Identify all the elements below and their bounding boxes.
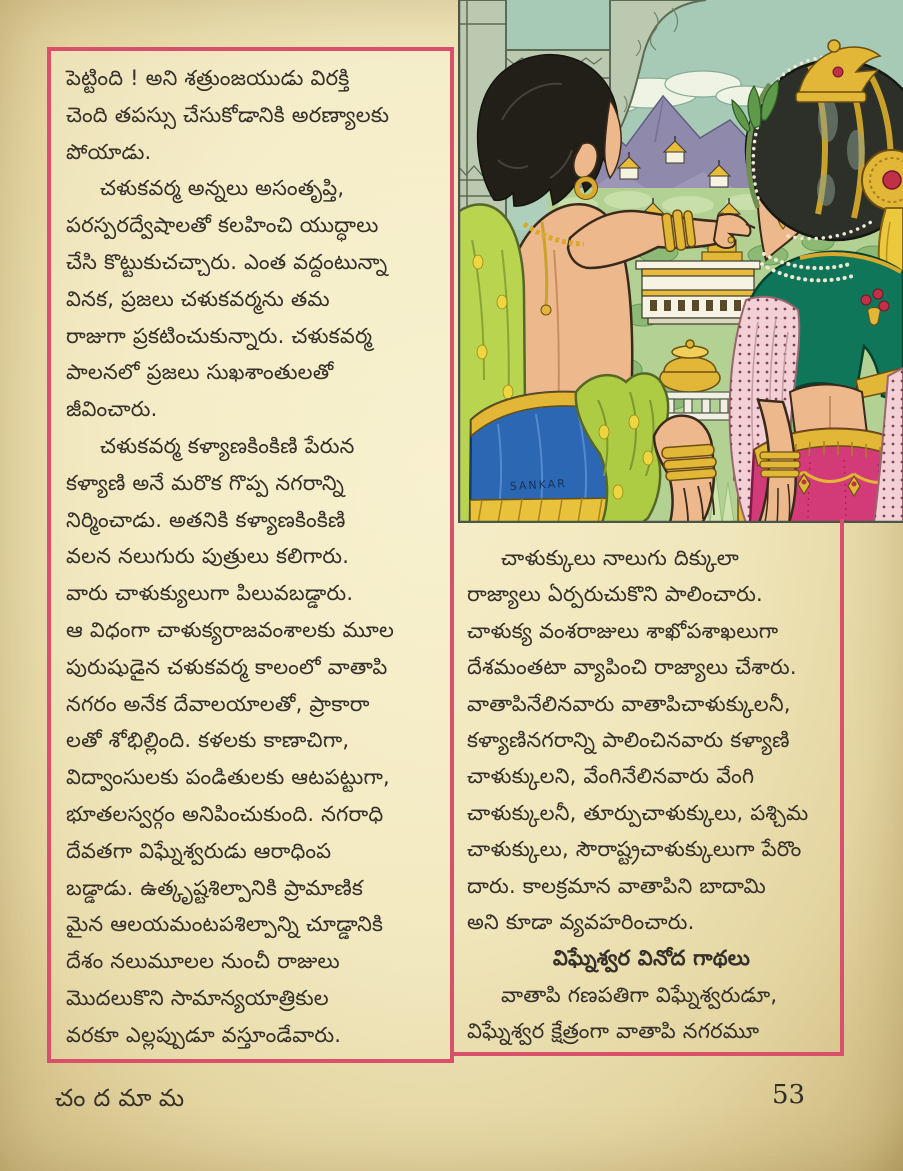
text-line: చాళుక్య వంశరాజులు శాఖోపశాఖలుగా <box>467 618 779 643</box>
text-line: దేశమంతటా వ్యాపించి రాజ్యాలు చేశారు. <box>467 655 797 680</box>
text-line: విఘ్నేశ్వర క్షేత్రంగా వాతాపి నగరమూ <box>467 1019 760 1044</box>
text-line: అని కూడా వ్యవహరించారు. <box>467 910 695 935</box>
text-line: పురుషుడైన చళుకవర్మ కాలంలో వాతాపి <box>66 654 388 679</box>
story-illustration <box>458 0 903 523</box>
text-line: బడ్డాడు. ఉత్కృష్టశిల్పానికి ప్రామాణిక <box>66 875 364 900</box>
text-line: వాతాపినేలినవారు వాతాపిచాళుక్కులనీ, <box>467 691 791 716</box>
gold-bracelets <box>661 208 696 251</box>
right-text-column <box>453 519 844 1056</box>
text-line: ఆ విధంగా చాళుక్యరాజవంశాలకు మూల <box>66 617 395 642</box>
text-line: చాళుక్కులనీ, తూర్పుచాళుక్కులు, పశ్చిమ <box>467 800 809 825</box>
text-line: విద్వాంసులకు పండితులకు ఆటపట్టుగా, <box>66 765 390 790</box>
artist-signature: SANKAR <box>509 477 568 493</box>
text-line: చళుకవర్మ కళ్యాణకింకిణి పేరున <box>100 433 355 458</box>
text-line: భూతలస్వర్గం అనిపించుకుంది. నగరాధి <box>66 801 384 826</box>
text-line: వినక, ప్రజలు చళుకవర్మను తమ <box>66 286 330 311</box>
text-line: మొదలుకొని సామాన్యయాత్రికుల <box>66 985 329 1010</box>
text-line: పోయాడు. <box>66 139 152 164</box>
text-line: రాజ్యాలు ఏర్పరుచుకొని పాలించారు. <box>467 582 763 607</box>
text-line: వలన నలుగురు పుత్రులు కలిగారు. <box>66 544 350 569</box>
text-line: చేసి కొట్టుకుచచ్చారు. ఎంత వద్దంటున్నా <box>66 249 388 274</box>
text-line: విఘ్నేశ్వర వినోద గాథలు <box>552 946 751 971</box>
text-line: పరస్పరద్వేషాలతో కలహించి యుద్ధాలు <box>66 213 379 238</box>
text-line: పెట్టింది ! అని శత్రుంజయుడు విరక్తి <box>66 66 350 90</box>
text-line: వారు చాళుక్యులుగా పిలువబడ్డారు. <box>66 581 354 606</box>
page-number: 53 <box>772 1080 806 1110</box>
magazine-title: చందమామ <box>55 1084 193 1112</box>
text-line: కళ్యాణి అనే మరొక గొప్ప నగరాన్ని <box>66 470 345 495</box>
text-line: రాజుగా ప్రకటించుకున్నారు. చళుకవర్మ <box>66 323 373 348</box>
text-line: చెంది తపస్సు చేసుకోడానికి అరణ్యాలకు <box>66 102 390 127</box>
text-line: దేశం నలుమూలల నుంచీ రాజులు <box>66 949 340 974</box>
text-line: దేవతగా విఘ్నేశ్వరుడు ఆరాధింప <box>66 838 332 863</box>
text-line: పాలనలో ప్రజలు సుఖశాంతులతో <box>66 360 334 385</box>
text-line: వరకూ ఎల్లప్పుడూ వస్తూండేవారు. <box>66 1022 342 1047</box>
text-line: వాతాపి గణపతిగా విఘ్నేశ్వరుడూ, <box>501 982 778 1007</box>
text-line: నిర్మించాడు. అతనికి కళ్యాణకింకిణి <box>66 507 346 532</box>
text-line: దారు. కాలక్రమాన వాతాపిని బాదామి <box>467 873 766 898</box>
gold-bangles <box>760 452 800 477</box>
text-line: చళుకవర్మ అన్నలు అసంతృప్తి, <box>100 176 345 201</box>
text-line: కళ్యాణినగరాన్ని పాలించినవారు కళ్యాణి <box>467 728 790 753</box>
text-line: చాళుక్కులు, సౌరాష్ట్రచాళుక్కులుగా పేరొం <box>467 837 802 862</box>
text-line: చాళుక్కులు నాలుగు దిక్కులా <box>501 546 739 570</box>
text-line: జీవించారు. <box>66 397 158 422</box>
text-line: మైన ఆలయమంటపశిల్పాన్ని చూడ్డానికి <box>66 912 384 937</box>
left-text-box <box>47 47 454 1063</box>
illustration-canvas <box>458 0 903 523</box>
text-line: నగరం అనేక దేవాలయాలతో, ప్రాకారా <box>66 691 370 716</box>
text-line: చాళుక్కులని, వేంగినేలినవారు వేంగి <box>467 764 755 789</box>
text-line: లతో శోభిల్లింది. కళలకు కాణాచిగా, <box>66 728 350 753</box>
